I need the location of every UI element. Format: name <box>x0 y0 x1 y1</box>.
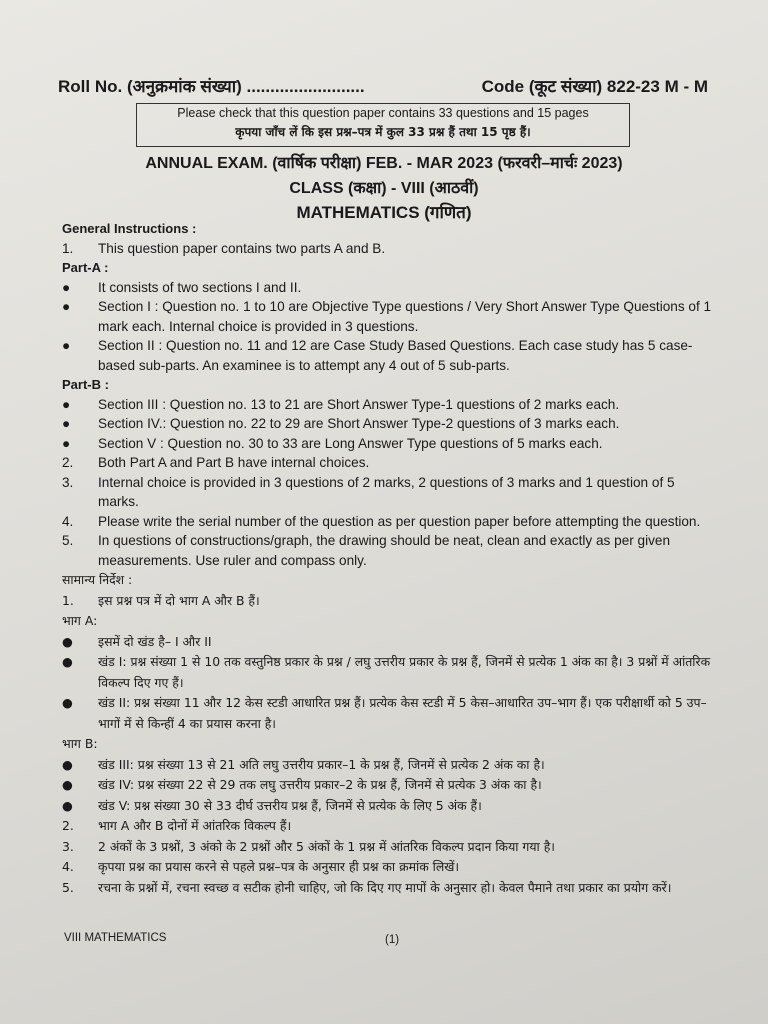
item-number: 5. <box>62 533 74 548</box>
item-text: खंड IV: प्रश्न संख्या 22 से 29 तक लघु उत्तरीय प्रकार–2 के प्रश्न हैं, जिनमें से प्रत्येक 3 अंक का है। <box>98 777 542 792</box>
bullet-icon: ● <box>62 396 71 412</box>
bullet-icon: ● <box>62 435 71 451</box>
item-text: Internal choice is provided in 3 questions of 2 marks, 2 questions of 3 marks and 1 question of 5 marks. <box>98 474 675 509</box>
item-text: कृपया प्रश्न का प्रयास करने से पहले प्रश्न–पत्र के अनुसार ही प्रश्न का क्रमांक लिखें। <box>98 859 460 874</box>
item-text: खंड I: प्रश्न संख्या 1 से 10 तक वस्तुनिष्ठ प्रकार के प्रश्न / लघु उत्तरीय प्रकार के प्रश्न हैं, जिनमें से प्रत्येक 1 अंक का है। 3 प्रश्नों में आंतरिक विकल्प दिए गए हैं। <box>98 654 711 690</box>
item-text: Section III : Question no. 13 to 21 are Short Answer Type-1 questions of 2 marks each. <box>98 396 620 412</box>
item-text: खंड V: प्रश्न संख्या 30 से 33 दीर्घ उत्तरीय प्रश्न हैं, जिनमें से प्रत्येक के लिए 5 अंक हैं। <box>98 797 482 813</box>
bullet-icon: ● <box>62 299 71 314</box>
item-number: 1. <box>62 592 74 608</box>
bullet-icon: ● <box>62 654 73 669</box>
item-text: This question paper contains two parts A and B. <box>98 240 386 256</box>
page-count-notice <box>136 103 630 147</box>
instruction-item <box>62 239 712 259</box>
item-number: 4. <box>62 859 74 874</box>
item-text: Section IV.: Question no. 22 to 29 are Short Answer Type-2 questions of 3 marks each. <box>98 416 620 431</box>
item-number: 5. <box>62 879 74 895</box>
general-instructions-heading: General Instructions : <box>62 221 197 236</box>
instruction-item <box>62 816 712 837</box>
page-header <box>58 74 708 96</box>
bullet-item <box>62 632 712 653</box>
item-text: It consists of two sections I and II. <box>98 279 302 295</box>
instruction-item <box>62 531 712 570</box>
item-text: Please write the serial number of the question as per question paper before attempting the question. <box>98 513 701 529</box>
class-title: CLASS (कक्षा) - VIII (आठवीं) <box>289 180 479 197</box>
item-text: 2 अंकों के 3 प्रश्नों, 3 अंको के 2 प्रश्नों और 5 अंकों के 1 प्रश्न में आंतरिक विकल्प प्रदान किया गया है। <box>98 838 555 854</box>
notice-hindi: कृपया जाँच लें कि इस प्रश्न–पत्र में कुल 33 प्रश्न हैं तथा 15 पृष्ठ हैं। <box>235 125 531 139</box>
instruction-item <box>62 591 712 612</box>
item-text: भाग A और B दोनों में आंतरिक विकल्प हैं। <box>98 818 292 833</box>
item-text: खंड III: प्रश्न संख्या 13 से 21 अति लघु उत्तरीय प्रकार–1 के प्रश्न हैं, जिनमें से प्रत्येक 2 अंक का है। <box>98 756 545 772</box>
item-number: 3. <box>62 838 74 854</box>
bullet-icon: ● <box>62 338 71 353</box>
bullet-item <box>62 434 712 454</box>
bullet-item <box>62 775 712 796</box>
bullet-icon: ● <box>62 777 73 792</box>
bullet-item <box>62 652 712 693</box>
item-text: इस प्रश्न पत्र में दो भाग A और B हैं। <box>98 592 260 608</box>
notice-english: Please check that this question paper contains 33 questions and 15 pages <box>177 106 589 120</box>
hindi-part-a-heading: भाग A: <box>62 613 98 628</box>
bullet-item <box>62 755 712 776</box>
page-number: (1) <box>385 934 400 946</box>
instruction-item <box>62 857 712 878</box>
hindi-instructions <box>62 570 712 898</box>
item-number: 3. <box>62 474 74 490</box>
bullet-item <box>62 395 712 415</box>
bullet-item <box>62 693 712 734</box>
instructions <box>62 219 712 898</box>
roll-number-label: Roll No. (अनुक्रमांक संख्या) ......................... <box>58 77 365 96</box>
bullet-item <box>62 336 712 375</box>
bullet-item <box>62 796 712 817</box>
page-footer <box>64 932 724 944</box>
subject-title: MATHEMATICS (गणित) <box>296 203 472 222</box>
item-text: Section I : Question no. 1 to 10 are Objective Type questions / Very Short Answer Type Questions of 1 mark each. Internal choice is provided in 3 questions. <box>98 299 712 334</box>
exam-title: ANNUAL EXAM. (वार्षिक परीक्षा) FEB. - MAR 2023 (फरवरी–मार्चः 2023) <box>145 155 623 172</box>
item-text: Section V : Question no. 30 to 33 are Long Answer Type questions of 5 marks each. <box>98 435 603 451</box>
hindi-heading: सामान्य निर्देश : <box>62 572 133 587</box>
item-number: 1. <box>62 240 74 256</box>
bullet-item <box>62 278 712 298</box>
instruction-item <box>62 878 712 899</box>
bullet-icon: ● <box>62 797 73 813</box>
part-a-heading: Part-A : <box>62 260 109 275</box>
instruction-item <box>62 837 712 858</box>
bullet-icon: ● <box>62 633 73 649</box>
item-number: 2. <box>62 818 74 833</box>
item-number: 2. <box>62 455 74 470</box>
bullet-icon: ● <box>62 695 73 710</box>
bullet-item <box>62 297 712 336</box>
item-text: In questions of constructions/graph, the drawing should be neat, clean and exactly as per given measurements. Use ruler and compass only. <box>98 533 671 568</box>
item-number: 4. <box>62 513 74 529</box>
bullet-icon: ● <box>62 416 71 431</box>
item-text: Both Part A and Part B have internal choices. <box>98 455 370 470</box>
bullet-item <box>62 414 712 434</box>
item-text: खंड II: प्रश्न संख्या 11 और 12 केस स्टडी आधारित प्रश्न हैं। प्रत्येक केस स्टडी में 5 केस–आधारित उप–भाग हैं। एक परीक्षार्थी को 5 उप–भागों में से किन्हीं 4 का प्रयास करना है। <box>98 695 707 731</box>
instruction-item <box>62 473 712 512</box>
item-text: रचना के प्रश्नों में, रचना स्वच्छ व सटीक होनी चाहिए, जो कि दिए गए मापों के अनुसार हो। केवल पैमाने तथा प्रकार का प्रयोग करें। <box>98 879 672 895</box>
hindi-part-b-heading: भाग B: <box>62 736 98 751</box>
instruction-item <box>62 453 712 473</box>
bullet-icon: ● <box>62 756 73 772</box>
paper-code: Code (कूट संख्या) 822-23 M - M <box>481 77 708 96</box>
instruction-item <box>62 512 712 532</box>
footer-subject: VIII MATHEMATICS <box>64 932 167 944</box>
bullet-icon: ● <box>62 279 71 295</box>
part-b-heading: Part-B : <box>62 377 109 392</box>
item-text: इसमें दो खंड है– I और II <box>98 633 212 649</box>
item-text: Section II : Question no. 11 and 12 are Case Study Based Questions. Each case study has 5 case-based sub-parts. An examinee is to attempt any 4 out of 5 sub-parts. <box>98 338 693 373</box>
